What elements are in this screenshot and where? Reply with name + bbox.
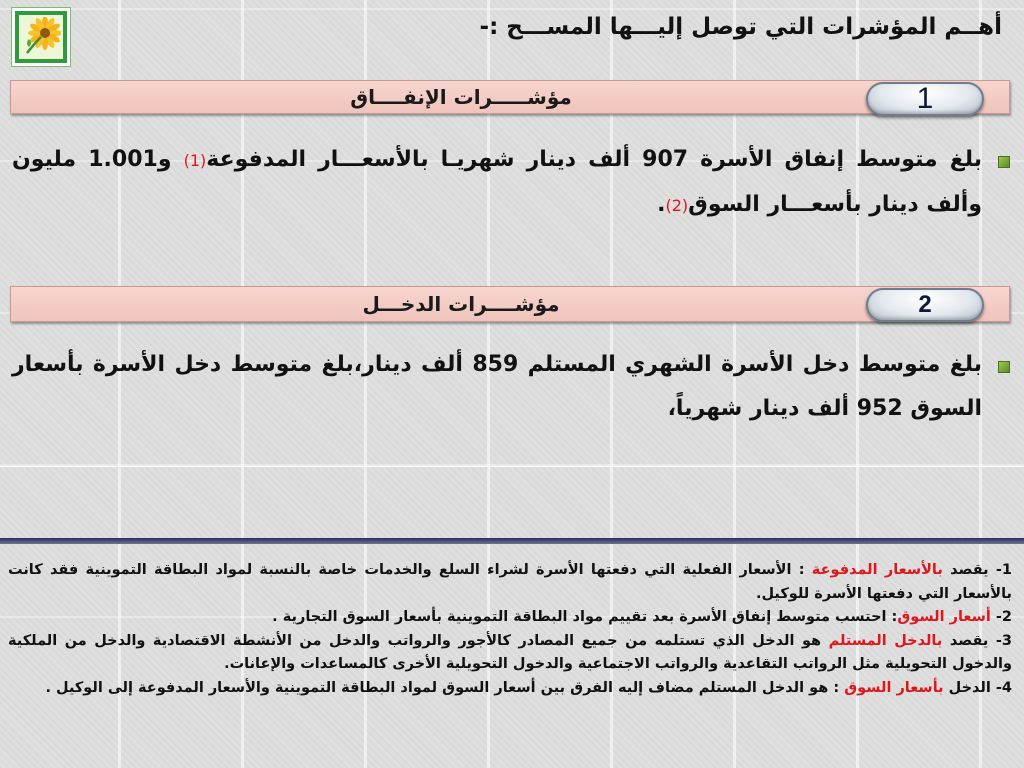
footnote-item	[8, 677, 1012, 701]
footnote-item	[8, 559, 1012, 606]
footnote-item	[8, 606, 1012, 630]
footnote-prefix: 2-	[990, 609, 1012, 625]
footnote-text: هو الدخل الذي تستلمه من جميع المصادر كالأجور والرواتب والدخل من الأنشطة الاقتصادية والدخل من الملكية والدخول التحويلية مثل الرواتب التقاعدية والرواتب الاجتماعية والدخول التحويلية الأخرى كالمساعدات والإعانات.	[8, 632, 1012, 672]
section-title: مؤشـــــرات الإنفــــاق	[350, 85, 572, 109]
spending-text-end: .	[657, 192, 666, 217]
footnote-text: : الأسعار الفعلية التي دفعتها الأسرة لشراء السلع والخدمات خاصة بالنسبة لمواد البطاقة التموينية فقد كانت بالأسعار التي دفعتها الأسرة للوكيل.	[8, 562, 1012, 602]
section-number-badge: 1	[866, 82, 984, 116]
reference-marker-1: (1)	[183, 151, 207, 170]
section-header-income	[10, 286, 1010, 322]
spending-paragraph	[12, 138, 982, 228]
sunflower-icon	[21, 17, 61, 57]
square-bullet-icon	[998, 156, 1010, 168]
reference-marker-2: (2)	[665, 196, 689, 215]
income-paragraph: بلغ متوسط دخل الأسرة الشهري المستلم 859 ألف دينار،بلغ متوسط دخل الأسرة بأسعار السوق 952 ألف دينار شهرياً،	[12, 352, 983, 421]
footnote-text: : احتسب متوسط إنفاق الأسرة بعد تقييم مواد البطاقة التموينية بأسعار السوق التجارية .	[272, 609, 898, 625]
logo-inner	[19, 15, 63, 59]
page-title: أهــم المؤشرات التي توصل إليـــها المســـح :-	[479, 14, 1002, 40]
footnote-prefix: 1- يقصد	[942, 562, 1012, 578]
section-title: مؤشــــرات الدخـــل	[362, 292, 560, 316]
spending-text-1: بلغ متوسط إنفاق الأسرة 907 ألف دينار شهريـا بالأسعـــار المدفوعة	[206, 147, 983, 172]
section-number-badge: 2	[866, 288, 984, 322]
footnote-divider	[0, 538, 1024, 544]
footnote-prefix: 3- يقصد	[942, 632, 1012, 649]
footnote-term: بأسعار السوق	[844, 679, 944, 696]
section-header-spending	[10, 80, 1010, 114]
footnote-term: أسعار السوق	[897, 609, 991, 625]
footnote-term: بالدخل المستلم	[828, 632, 943, 649]
footnote-text: : هو الدخل المستلم مضاف إليه الفرق بين أسعار السوق لمواد البطاقة التموينية والأسعار المدفوعة إلى الوكيل .	[45, 679, 845, 696]
footnote-term: بالأسعار المدفوعة	[811, 562, 943, 578]
flower-logo-icon	[12, 8, 70, 66]
spending-text-2: و1.001 مليون وألف دينار بأسعـــار السوق	[12, 147, 982, 217]
footnote-item	[8, 630, 1012, 677]
divider-light	[0, 466, 1024, 467]
footnote-prefix: 4- الدخل	[943, 679, 1012, 696]
footnotes	[8, 559, 1012, 700]
square-bullet-icon	[998, 361, 1010, 373]
